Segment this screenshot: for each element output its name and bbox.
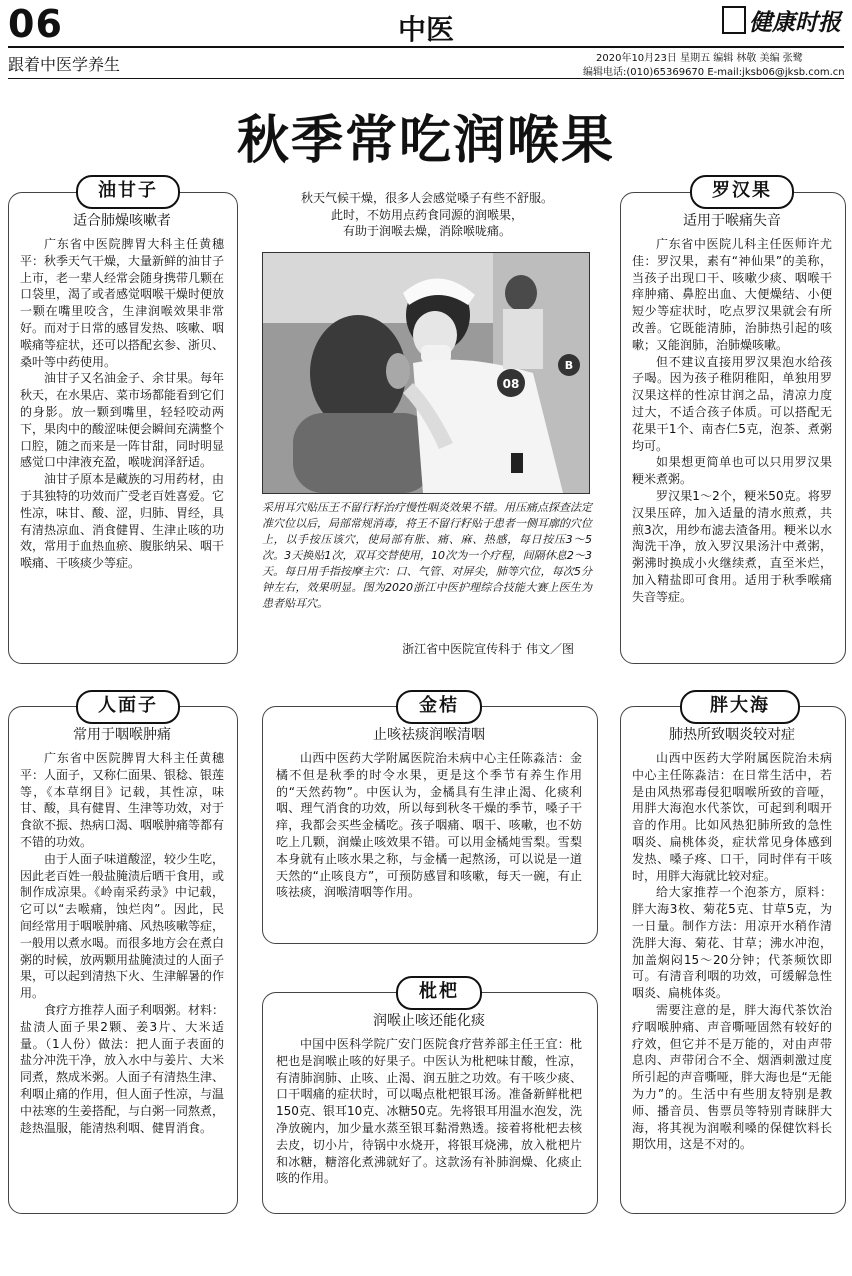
article-title-luohanguo: 罗汉果 bbox=[690, 175, 794, 209]
nurse-badge-number: 08 bbox=[502, 377, 520, 391]
paragraph: 食疗方推荐人面子利咽粥。材料：盐渍人面子果2颗、姜3片、大米适量。（1人份）做法：把人面子表面的盐分冲洗干净，放入水中与姜片、大米同煮，熬成米粥。人面子有清热生津、利咽止痛的作用，但人面子性凉，与温中祛寒的生姜搭配，与白粥一同熬煮，趁热温服，能清热利咽、健胃消食。 bbox=[20, 1002, 225, 1135]
page-headline: 秋季常吃润喉果 bbox=[236, 110, 615, 171]
article-body-jinju bbox=[276, 750, 582, 901]
paragraph: 罗汉果1～2个，粳米50克。将罗汉果压碎，加入适量的清水煎煮，共煎3次，用纱布滤去渣备用。粳米以水淘洗干净，放入罗汉果汤汁中煮粥，粥沸时换成小火继续煮，直至米烂，加入精盐即可食用。适用于秋季喉痛失音等症。 bbox=[632, 488, 832, 604]
paragraph: 油甘子原本是藏族的习用药材，由于其独特的功效而广受老百姓喜爱。它性凉，味甘、酸、涩，归肺、胃经，具有清热凉血、消食健胃、生津止咳的功效，常用于血热血瘀、腹胀纳呆、咽干喉痛、干咳痰少等症。 bbox=[20, 472, 225, 571]
article-body-luohanguo bbox=[632, 236, 832, 606]
paragraph: 但不建议直接用罗汉果泡水给孩子喝。因为孩子稚阴稚阳，单独用罗汉果这样的性凉甘润之品，清凉力度过大，不适合孩子体质。可以搭配无花果干1个、南杏仁5克，泡茶、煮粥均可。 bbox=[632, 354, 832, 453]
article-subtitle-jinju: 止咳祛痰润喉清咽 bbox=[373, 727, 485, 743]
article-subtitle-luohanguo: 适用于喉痛失音 bbox=[683, 213, 781, 229]
paragraph: 广东省中医院儿科主任医师许尤佳：罗汉果，素有“神仙果”的美称，当孩子出现口干、咳嗽少痰、咽喉干痒肿痛、鼻腔出血、大便燥结、小便短少等症状时，吃点罗汉果就会有所改善。它既能清肺，治肺热引起的咳嗽；又能润肺，治肺燥咳嗽。 bbox=[632, 237, 832, 352]
photo-credit: 浙江省中医院宣传科于 伟文／图 bbox=[402, 642, 574, 656]
dateline: 2020年10月23日 星期五 编辑 林敬 美编 张鹭 bbox=[596, 53, 803, 64]
intro-line: 此时，不妨用点药食同源的润喉果， bbox=[330, 207, 523, 222]
article-subtitle-pipa: 润喉止咳还能化痰 bbox=[373, 1013, 485, 1029]
article-subtitle-youganzi: 适合肺燥咳嗽者 bbox=[73, 213, 171, 229]
paragraph: 中国中医科学院广安门医院食疗营养部主任王宜：枇杷也是润喉止咳的好果子。中医认为枇杷味甘酸，性凉，有清肺润肺、止咳、止渴、润五脏之功效。有干咳少痰、口干咽痛的症状时，可以喝点枇杷银耳汤。准备新鲜枇杷150克、银耳10克、冰糖50克。先将银耳用温水泡发，洗净放碗内，加少量水蒸至银耳黏滑熟透。接着将枇杷去核去皮，切小片，待锅中水烧开，将银耳烧沸，放入枇杷片和冰糖，糖溶化煮沸就好了。这款汤有补肺润燥、化痰止咳的作用。 bbox=[276, 1037, 582, 1186]
article-body-renmianzi bbox=[20, 750, 224, 1136]
paragraph: 油甘子又名油金子、余甘果。每年秋天，在水果店、菜市场都能看到它们的身影。放一颗到嘴里，轻轻咬动两下，果肉中的酸涩味便会瞬间充满整个口腔，随之而来是一阵甘甜，同时明显感觉口中津液充盈，喉咙润泽舒适。 bbox=[20, 371, 225, 470]
paragraph: 给大家推荐一个泡茶方，原料：胖大海3枚、菊花5克、甘草5克，为一日量。制作方法：用凉开水稍作清洗胖大海、菊花、甘草；沸水冲泡，加盖焖闷15～20分钟；代茶频饮即可。有清音利咽的功效，可缓解急性咽炎、扁桃体炎。 bbox=[632, 885, 832, 1001]
logo-text: 健康时报 bbox=[749, 10, 841, 36]
intro-text bbox=[262, 190, 592, 240]
article-body-youganzi bbox=[20, 236, 224, 572]
paragraph: 广东省中医院脾胃大科主任黄穗平：人面子，又称仁面果、银稔、银莲等，《本草纲目》记载，其性凉，味甘、酸，具有健胃、生津等功效，对于食欲不振、热病口渴、咽喉肿痛等都有不错的功效。 bbox=[20, 751, 225, 849]
news-photo bbox=[262, 252, 590, 494]
nurse-badge-letter: B bbox=[564, 359, 574, 372]
paragraph: 如果想更简单也可以只用罗汉果粳米煮粥。 bbox=[632, 455, 832, 487]
article-subtitle-pangdahai: 肺热所致咽炎较对症 bbox=[669, 727, 795, 743]
paragraph: 由于人面子味道酸涩，较少生吃，因此老百姓一般盐腌渍后晒干食用，或制作成凉果。《岭南采药录》中记载，它可以“去喉痛，蚀烂肉”。因此，民间经常用于咽喉肿痛、风热咳嗽等症，一般用以煮水喝。而很多地方会在煮白粥的时候，放两颗用盐腌渍过的人面子果，可以起到清热下火、生津解暑的作用。 bbox=[20, 851, 225, 1001]
article-title-youganzi: 油甘子 bbox=[76, 175, 180, 209]
page-number: 06 bbox=[8, 2, 63, 46]
intro-line: 有助于润喉去燥，消除喉咙痛。 bbox=[342, 224, 511, 238]
logo-mark-icon bbox=[722, 6, 746, 34]
photo-caption: 采用耳穴贴压王不留行籽治疗慢性咽炎效果不错。用压痛点探查法定准穴位以后，局部常规消毒，将王不留行籽贴于患者一侧耳廓的穴位上，以手按压该穴，使局部有胀、痛、麻、热感，每日按压3～5次。3天换贴1次，双耳交替使用，10次为一个疗程，间隔休息2～3天。每日用手指按摩主穴：口、气管、对屏尖，肺等穴位，每次5分钟左右，效果明显。图为2020浙江中医护理综合技能大赛上医生为患者贴耳穴。 bbox=[262, 501, 592, 610]
section-tagline: 跟着中医学养生 bbox=[8, 55, 121, 74]
header-rule-thin bbox=[8, 78, 844, 79]
paragraph: 山西中医药大学附属医院治未病中心主任陈淼洁：金橘不但是秋季的时令水果，更是这个季节有养生作用的“天然药物”。中医认为，金橘具有生津止渴、化痰利咽、理气消食的功效，所以每到秋冬干燥的季节，嗓子干痒，我都会买些金橘吃。孩子咽痛、咽干、咳嗽，也不妨吃上几颗，润燥止咳效果不错。可以用金橘炖雪梨。雪梨本身就有止咳水果之称，与金橘一起熬汤，可以说是一道天然的“止咳良方”，可预防感冒和咳嗽，每天一碗，有止咳祛痰，润喉清咽等作用。 bbox=[276, 751, 582, 900]
article-title-jinju: 金桔 bbox=[396, 690, 482, 724]
editor-contact: 编辑电话:(010)65369670 E-mail:jksb06@jksb.com.cn bbox=[583, 67, 845, 78]
masthead-logo bbox=[722, 4, 841, 37]
article-title-pangdahai: 胖大海 bbox=[680, 690, 800, 724]
header-rule bbox=[8, 46, 844, 48]
photo-illustration bbox=[263, 253, 589, 493]
article-subtitle-renmianzi: 常用于咽喉肿痛 bbox=[73, 727, 171, 743]
article-title-pipa: 枇杷 bbox=[396, 976, 482, 1010]
article-body-pangdahai bbox=[632, 750, 832, 1153]
article-title-renmianzi: 人面子 bbox=[76, 690, 180, 724]
section-title: 中医 bbox=[398, 13, 455, 46]
paragraph: 需要注意的是，胖大海代茶饮治疗咽喉肿痛、声音嘶哑固然有较好的疗效，但它并不是万能的，对由声带息肉、声带闭合不全、烟酒刺激过度所引起的声音嘶哑，胖大海也是“无能为力”的。生活中有些朋友特别是教师、播音员、售票员等特别青睐胖大海，将其视为润喉利嗓的保健饮料长期饮用，这是不对的。 bbox=[632, 1002, 832, 1152]
paragraph: 山西中医药大学附属医院治未病中心主任陈淼洁：在日常生活中，若是由风热邪毒侵犯咽喉所致的音哑，用胖大海泡水代茶饮，可起到利咽开音的作用。比如风热犯肺所致的急性咽炎、扁桃体炎，症状常见身体感到发热、嗓子疼、口干，同时伴有干咳时，用胖大海就比较对症。 bbox=[632, 751, 832, 883]
article-body-pipa bbox=[276, 1036, 582, 1187]
intro-line: 秋天气候干燥，很多人会感觉嗓子有些不舒服。 bbox=[300, 191, 553, 205]
paragraph: 广东省中医院脾胃大科主任黄穗平：秋季天气干燥，大量新鲜的油甘子上市，老一辈人经常会随身携带几颗在口袋里，渴了或者感觉咽喉干燥时便放一颗在嘴里咬含，生津润喉效果非常好。而对于日常的感冒发热、咳嗽、咽喉痛等症状，还可以搭配玄参、浙贝、桑叶等中药使用。 bbox=[20, 237, 225, 369]
